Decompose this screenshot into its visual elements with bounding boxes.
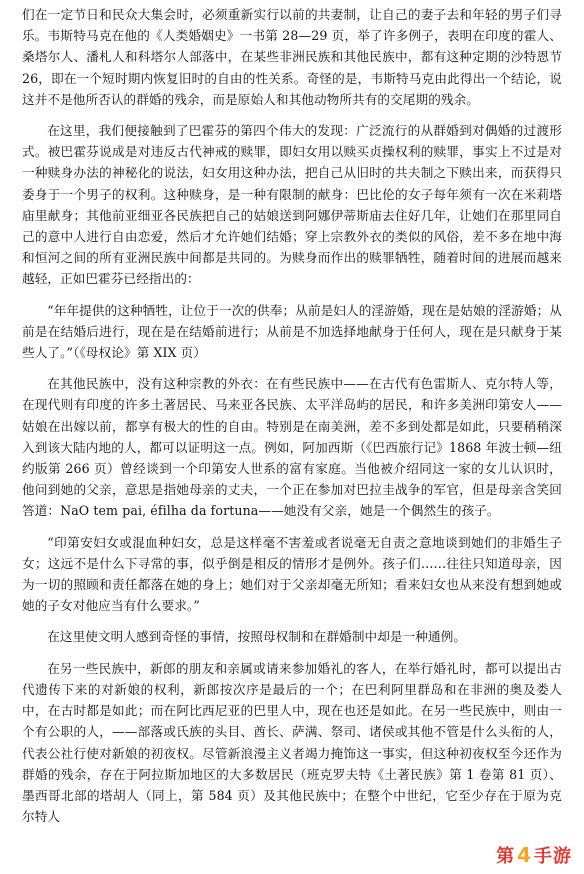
watermark-number: 4 <box>517 843 532 867</box>
site-watermark-logo <box>492 840 576 870</box>
watermark-prefix: 第 <box>496 846 516 867</box>
watermark-suffix: 手游 <box>534 846 572 867</box>
paragraph-4: 在这里使文明人感到奇怪的事情，按照母权制和在群婚制中却是一种通例。 <box>47 629 467 645</box>
paragraph-1: 们在一定节日和民众大集会时，必须重新实行以前的共妻制，让自己的妻子去和年轻的男子们寻乐。韦斯特马克在他的《人类婚姻史》一书第 28—29 页，举了许多例子，表明在印度的霍人、桑塔尔人、潘札人和科塔尔人部落中，在某些非洲民族和其他民族中，都有这种定期的沙特恩节 26，即在一个短时期内恢复旧时的自由的性关系。奇怪的是，韦斯特马克由此得出一个结论，说这并不是他所否认的群婚的残余，而是原始人和其他动物所共有的交尾期的残余。 <box>22 7 562 107</box>
paragraph-3: 在其他民族中，没有这种宗教的外衣：在有些民族中——在古代有色雷斯人、克尔特人等，在现代则有印度的许多土著居民、马来亚各民族、太平洋岛屿的居民，和许多美洲印第安人——姑娘在出嫁以前，都享有极大的性的自由。特别是在南美洲，差不多到处都是如此，只要稍稍深入到该大陆内地的人，都可以证明这一点。例如，阿加西斯（《巴西旅行记》1868 年波士顿—纽约版第 266 页）曾经谈到一个印第安人世系的富有家庭。当他被介绍同这一家的女儿认识时，他问到她的父亲，意思是指她母亲的丈夫，一个正在参加对巴拉圭战争的军官，但是母亲含笑回答道：NaO tem pai, éfilha da fortuna——她没有父亲，她是一个偶然生的孩子。 <box>22 376 562 519</box>
quote-paragraph-2: “印第安妇女或混血种妇女，总是这样毫不害羞或者说毫无自责之意地谈到她们的非婚生子女；这远不是什么下寻常的事，似乎倒是相反的情形才是例外。孩子们……往往只知道母亲，因为一切的照顾和责任都落在她的身上；她们对于父亲却毫无所知；看来妇女也从来没有想到她或她的子女对他应当有什么要求。” <box>22 534 562 614</box>
paragraph-5: 在另一些民族中，新郎的朋友和亲属或请来参加婚礼的客人，在举行婚礼时，都可以提出古代遗传下来的对新娘的权利，新郎按次序是最后的一个；在巴利阿里群岛和在非洲的奥及娄人中，在古时都是如此；而在阿比西尼亚的巴里人中，现在也还是如此。在另一些民族中，则由一个有公职的人，——部落或氏族的头目、酋长、萨满、祭司、诸侯或其他不管是什么头衔的人，代表公社行使对新娘的初夜权。尽管新浪漫主义者竭力掩饰这一事实，但这种初夜权至今还作为群婚的残余，存在于阿拉斯加地区的大多数居民（班克罗夫特《土著民族》第 1 卷第 81 页）、墨西哥北部的塔胡人（同上，第 584 页）及其他民族中；在整个中世纪，它至少存在于原为克尔特人 <box>22 660 562 825</box>
quote-paragraph-1: “年年提供的这种牺牲，让位于一次的供奉；从前是妇人的淫游婚，现在是姑娘的淫游婚；从前是在结婚后进行，现在是在结婚前进行；从前是不加选择地献身于任何人，现在是只献身于某些人了。”（《母权论》第 XIX 页） <box>22 302 562 361</box>
paragraph-2: 在这里，我们便接触到了巴霍芬的第四个伟大的发现：广泛流行的从群婚到对偶婚的过渡形式。被巴霍芬说成是对违反古代神戒的赎罪，即妇女用以赎买贞操权利的赎罪，事实上不过是对一种赎身办法的神秘化的说法，妇女用这种办法，把自己从旧时的共夫制之下赎出来，而获得只委身于一个男子的权利。这种赎身，是一种有限制的献身：巴比伦的女子每年须有一次在米莉塔庙里献身；其他前亚细亚各民族把自己的姑娘送到阿娜伊蒂斯庙去住好几年，让她们在那里同自己的意中人进行自由恋爱，然后才允许她们结婚；穿上宗教外衣的类似的风俗，差不多在地中海和恒河之间的所有亚洲民族中间都是共同的。为赎身而作出的赎罪牺牲，随着时间的进展而越来越轻，正如巴霍芬已经指出的： <box>22 123 562 287</box>
